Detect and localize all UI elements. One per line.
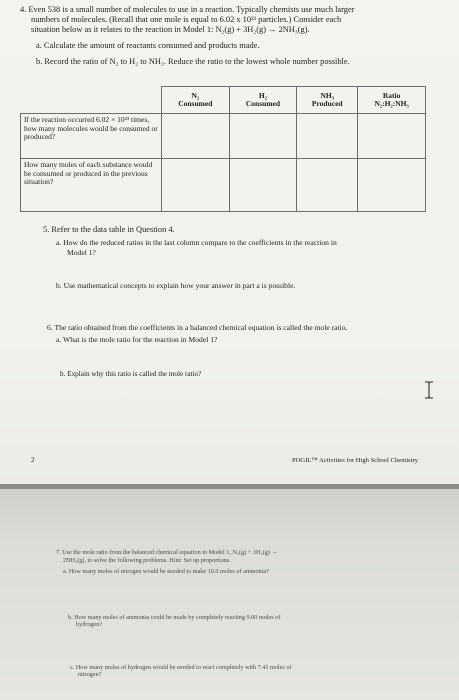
q7c-line-2: nitrogen?: [78, 671, 102, 678]
answer-cell[interactable]: [162, 159, 230, 212]
q7-stem-line-1: 7. Use the mole ratio from the balanced chemical equation in Model 1, N₂(g) + 3H₂(g) →: [56, 549, 278, 556]
q4-line-3: situation below as it relates to the reaction in Model 1: N₂(g) + 3H₂(g) → 2NH₃(g).: [31, 25, 310, 34]
table-row: [21, 159, 426, 212]
header-ratio: Ratio N₂:H₂:NH₃: [358, 87, 426, 114]
answer-cell[interactable]: [229, 114, 297, 159]
answer-cell[interactable]: [162, 114, 230, 159]
q6b-text: b. Explain why this ratio is called the mole ratio?: [60, 370, 202, 378]
q4-line-1: 4. Even 538 is a small number of molecules to use in a reaction. Typically chemists use much larger: [20, 5, 355, 14]
q7-stem-line-2: 2NH₃(g), to solve the following problems. Hint: Set up proportions.: [63, 557, 231, 564]
table-corner: [21, 87, 162, 114]
answer-cell[interactable]: [297, 159, 358, 212]
table-header-row: [21, 87, 426, 114]
header-n2-consumed: N₂ Consumed: [162, 87, 230, 114]
q7a-text: a. How many moles of nitrogen would be needed to make 10.0 moles of ammonia?: [63, 568, 269, 575]
answer-cell[interactable]: [297, 114, 358, 159]
header-nh3-produced: NH₃ Produced: [297, 87, 358, 114]
text-cursor-icon: [423, 381, 435, 399]
q4b-text: b. Record the ratio of N₂ to H₂ to NH₃. Reduce the ratio to the lowest whole number possible.: [36, 57, 350, 66]
q4-line-2: numbers of molecules. (Recall that one mole is equal to 6.02 x 10²³ particles.) Consider each: [31, 15, 342, 24]
q5-stem: 5. Refer to the data table in Question 4.: [43, 225, 175, 234]
q7c-line-1: c. How many moles of hydrogen would be needed to react completely with 7.41 moles of: [70, 664, 292, 671]
q5a-line-1: a. How do the reduced ratios in the last column compare to the coefficients in the reaction in: [56, 238, 337, 247]
answer-cell[interactable]: [358, 114, 426, 159]
page-number: 2: [31, 456, 35, 464]
table-row: [21, 114, 426, 159]
q5b-text: b. Use mathematical concepts to explain how your answer in part a is possible.: [56, 281, 296, 290]
row-label-molecules: If the reaction occurred 6.02 × 10²³ times, how many molecules would be consumed or produced?: [21, 114, 162, 159]
header-h2-consumed: H₂ Consumed: [229, 87, 297, 114]
answer-cell[interactable]: [229, 159, 297, 212]
q4a-text: a. Calculate the amount of reactants consumed and products made.: [36, 41, 260, 50]
answer-cell[interactable]: [358, 159, 426, 212]
q5a-line-2: Model 1?: [67, 248, 96, 257]
q6a-text: a. What is the mole ratio for the reaction in Model 1?: [56, 335, 218, 344]
data-table: [20, 86, 426, 212]
q6-stem: 6. The ratio obtained from the coefficients in a balanced chemical equation is called the mole ratio.: [47, 323, 348, 332]
row-label-moles: How many moles of each substance would be consumed or produced in the previous situation?: [21, 159, 162, 212]
footer-series: POGIL™ Activities for High School Chemistry: [292, 457, 419, 464]
q7b-line-1: b. How many moles of ammonia could be made by completely reacting 9.00 moles of: [68, 614, 281, 621]
q7b-line-2: hydrogen?: [76, 621, 103, 628]
